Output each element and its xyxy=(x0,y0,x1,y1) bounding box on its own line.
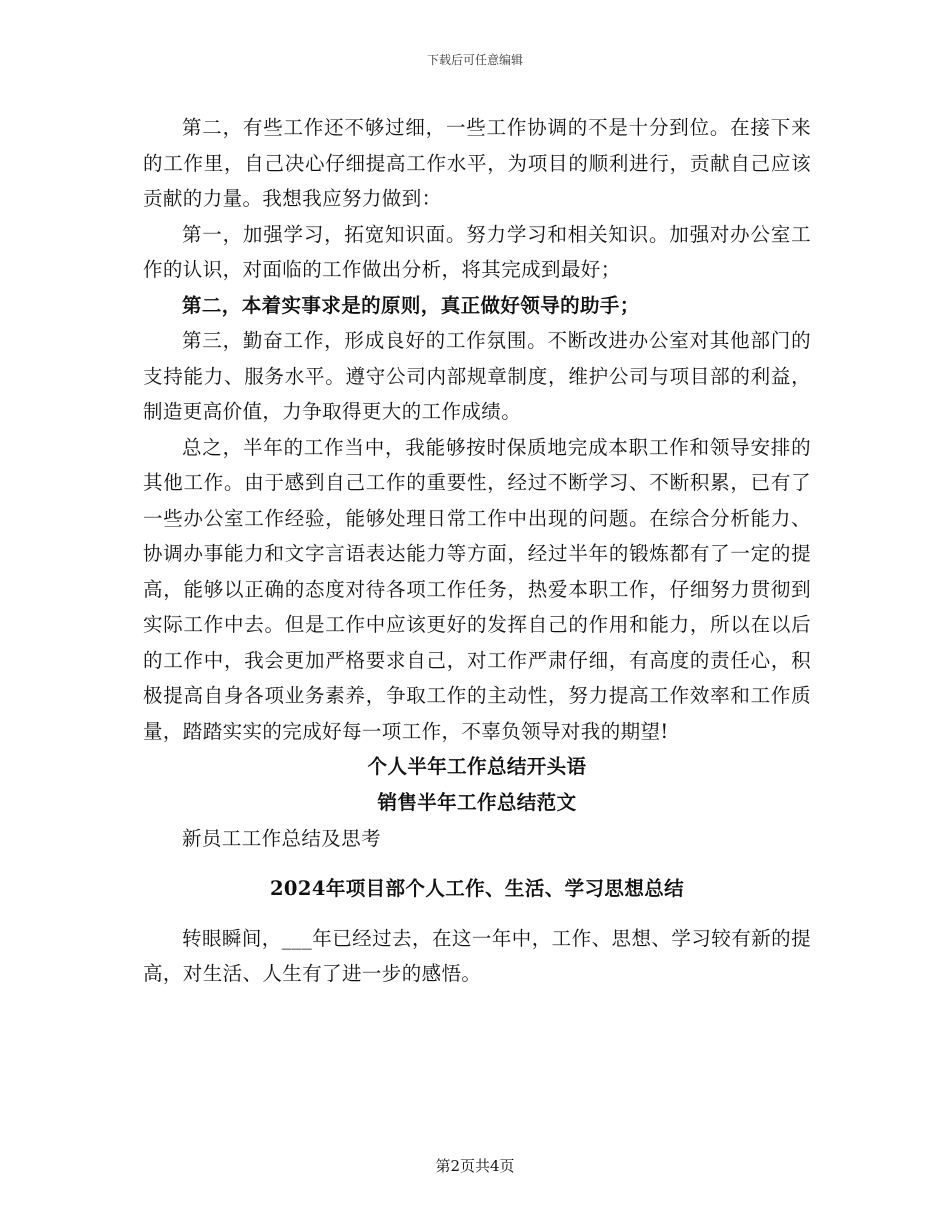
document-body xyxy=(143,110,811,992)
paragraph-point-one: 第一，加强学习，拓宽知识面。努力学习和相关知识。加强对办公室工作的认识，对面临的工作做出分析，将其完成到最好； xyxy=(143,222,811,281)
related-title-opening: 个人半年工作总结开头语 xyxy=(367,755,587,778)
related-line-new-staff: 新员工工作总结及思考 xyxy=(182,827,382,850)
paragraph-second-shortcoming: 第二，有些工作还不够过细，一些工作协调的不是十分到位。在接下来的工作里，自己决心仔细提高工作水平，为项目的顺利进行，贡献自己应该贡献的力量。我想我应努力做到： xyxy=(143,116,811,210)
paragraph-point-two: 第二，本着实事求是的原则，真正做好领导的助手； xyxy=(182,293,640,317)
header-note: 下载后可任意编辑 xyxy=(426,53,523,67)
related-title-sales: 销售半年工作总结范文 xyxy=(377,791,577,814)
paragraph-intro-year: 转眼瞬间，___年已经过去，在这一年中，工作、思想、学习较有新的提高，对生活、人生有了进一步的感悟。 xyxy=(143,926,811,985)
paragraph-conclusion: 总之，半年的工作当中，我能够按时保质地完成本职工作和领导安排的其他工作。由于感到自己工作的重要性，经过不断学习、不断积累，已有了一些办公室工作经验，能够处理日常工作中出现的问题。在综合分析能力、协调办事能力和文字言语表达能力等方面，经过半年的锻炼都有了一定的提高，能够以正确的态度对待各项工作任务，热爱本职工作，仔细努力贯彻到实际工作中去。但是工作中应该更好的发挥自己的作用和能力，所以在以后的工作中，我会更加严格要求自己，对工作严肃仔细，有高度的责任心，积极提高自身各项业务素养，争取工作的主动性，努力提高工作效率和工作质量，踏踏实实的完成好每一项工作，不辜负领导对我的期望! xyxy=(143,435,811,743)
page-number: 第2页共4页 xyxy=(435,1157,515,1175)
section-title-project-summary: 2024年项目部个人工作、生活、学习思想总结 xyxy=(269,876,685,900)
paragraph-point-three: 第三，勤奋工作，形成良好的工作氛围。不断改进办公室对其他部门的支持能力、服务水平。遵守公司内部规章制度，维护公司与项目部的利益，制造更高价值，力争取得更大的工作成绩。 xyxy=(143,329,811,423)
